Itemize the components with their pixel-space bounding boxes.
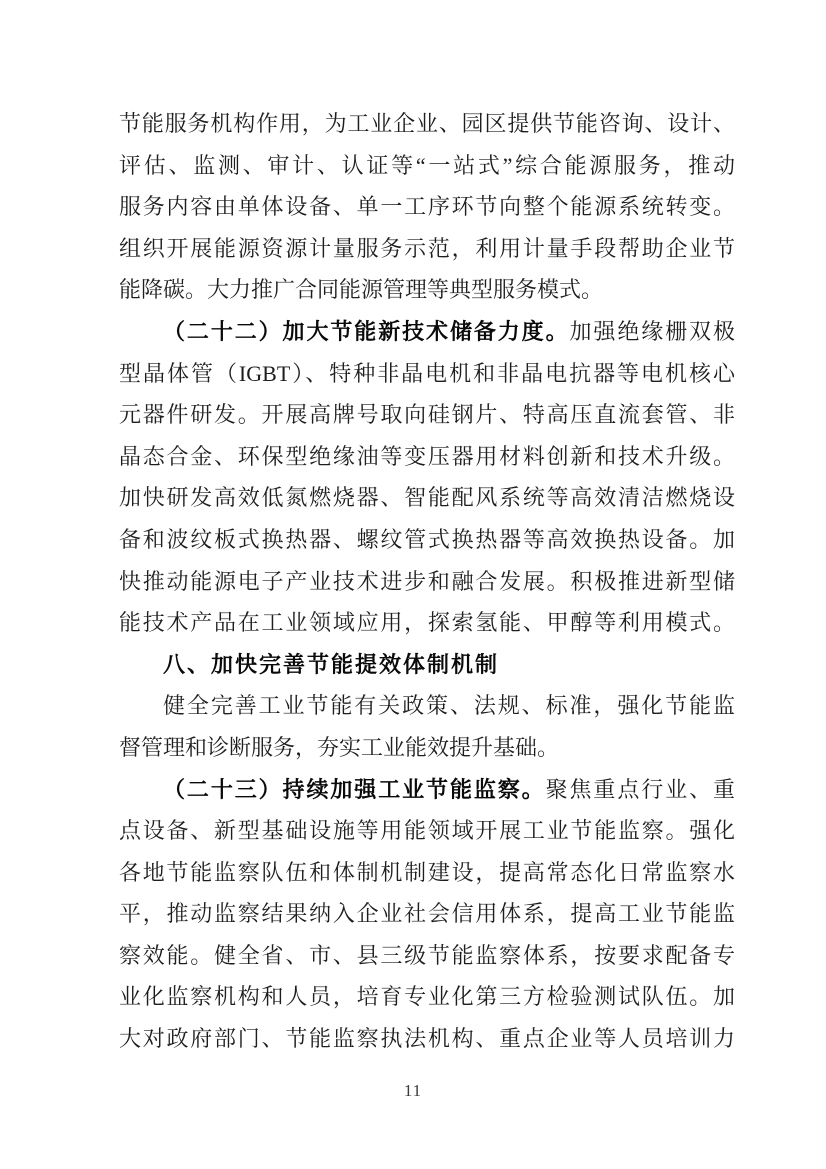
document-line [119, 228, 735, 270]
document-line [119, 186, 735, 228]
bold-text-segment: （二十三）持续加强工业节能监察。 [163, 776, 546, 802]
document-line [119, 269, 735, 311]
document-line [119, 477, 735, 519]
document-line [119, 436, 735, 478]
document-line [119, 685, 735, 727]
text-segment: 察效能。健全省、市、县三级节能监察体系，按要求配备专 [119, 942, 735, 968]
text-segment: 服务内容由单体设备、单一工序环节向整个能源系统转变。 [119, 194, 735, 220]
text-segment: 点设备、新型基础设施等用能领域开展工业节能监察。强化 [119, 818, 735, 844]
text-segment: 平，推动监察结果纳入企业社会信用体系，提高工业节能监 [119, 901, 735, 927]
document-line [119, 394, 735, 436]
document-line [119, 769, 735, 811]
text-segment: 大对政府部门、节能监察执法机构、重点企业等人员培训力 [119, 1026, 735, 1052]
document-body [119, 103, 735, 1060]
page-number: 11 [403, 1081, 423, 1100]
document-line [119, 561, 735, 603]
document-line [119, 935, 735, 977]
bold-text-segment: （二十二）加大节能新技术储备力度。 [163, 318, 570, 344]
document-line [119, 103, 735, 145]
document-line [119, 893, 735, 935]
document-line [119, 311, 735, 353]
document-line [119, 852, 735, 894]
text-segment: 评估、监测、审计、认证等“一站式”综合能源服务，推动 [119, 152, 735, 178]
text-segment: 节能服务机构作用，为工业企业、园区提供节能咨询、设计、 [119, 111, 735, 136]
text-segment: 型晶体管（IGBT）、特种非晶电机和非晶电抗器等电机核心 [119, 360, 735, 386]
text-segment: 健全完善工业节能有关政策、法规、标准，强化节能监 [163, 693, 735, 719]
text-segment: 能降碳。大力推广合同能源管理等典型服务模式。 [119, 277, 604, 303]
document-line [119, 353, 735, 395]
text-segment: 督管理和诊断服务，夯实工业能效提升基础。 [119, 734, 560, 760]
document-line [119, 145, 735, 187]
text-segment: 备和波纹板式换热器、螺纹管式换热器等高效换热设备。加 [119, 526, 735, 552]
text-segment: 加快研发高效低氮燃烧器、智能配风系统等高效清洁燃烧设 [119, 485, 735, 511]
text-segment: 聚焦重点行业、重 [545, 776, 735, 802]
text-segment: 元器件研发。开展高牌号取向硅钢片、特高压直流套管、非 [119, 402, 735, 428]
document-line [119, 1018, 735, 1060]
text-segment: 晶态合金、环保型绝缘油等变压器用材料创新和技术升级。 [119, 443, 735, 469]
document-line [119, 519, 735, 561]
document-line [119, 810, 735, 852]
document-line [119, 976, 735, 1018]
text-segment: 快推动能源电子产业技术进步和融合发展。积极推进新型储 [119, 568, 735, 594]
bold-text-segment: 八、加快完善节能提效体制机制 [163, 651, 500, 677]
text-segment: 组织开展能源资源计量服务示范，利用计量手段帮助企业节 [119, 235, 735, 261]
document-line [119, 727, 735, 769]
document-line [119, 602, 735, 644]
text-segment: 各地节能监察队伍和体制机制建设，提高常态化日常监察水 [119, 859, 735, 885]
section-heading [119, 644, 735, 686]
text-segment: 业化监察机构和人员，培育专业化第三方检验测试队伍。加 [119, 984, 735, 1010]
text-segment: 加强绝缘栅双极 [569, 318, 735, 344]
text-segment: 能技术产品在工业领域应用，探索氢能、甲醇等利用模式。 [119, 610, 735, 636]
